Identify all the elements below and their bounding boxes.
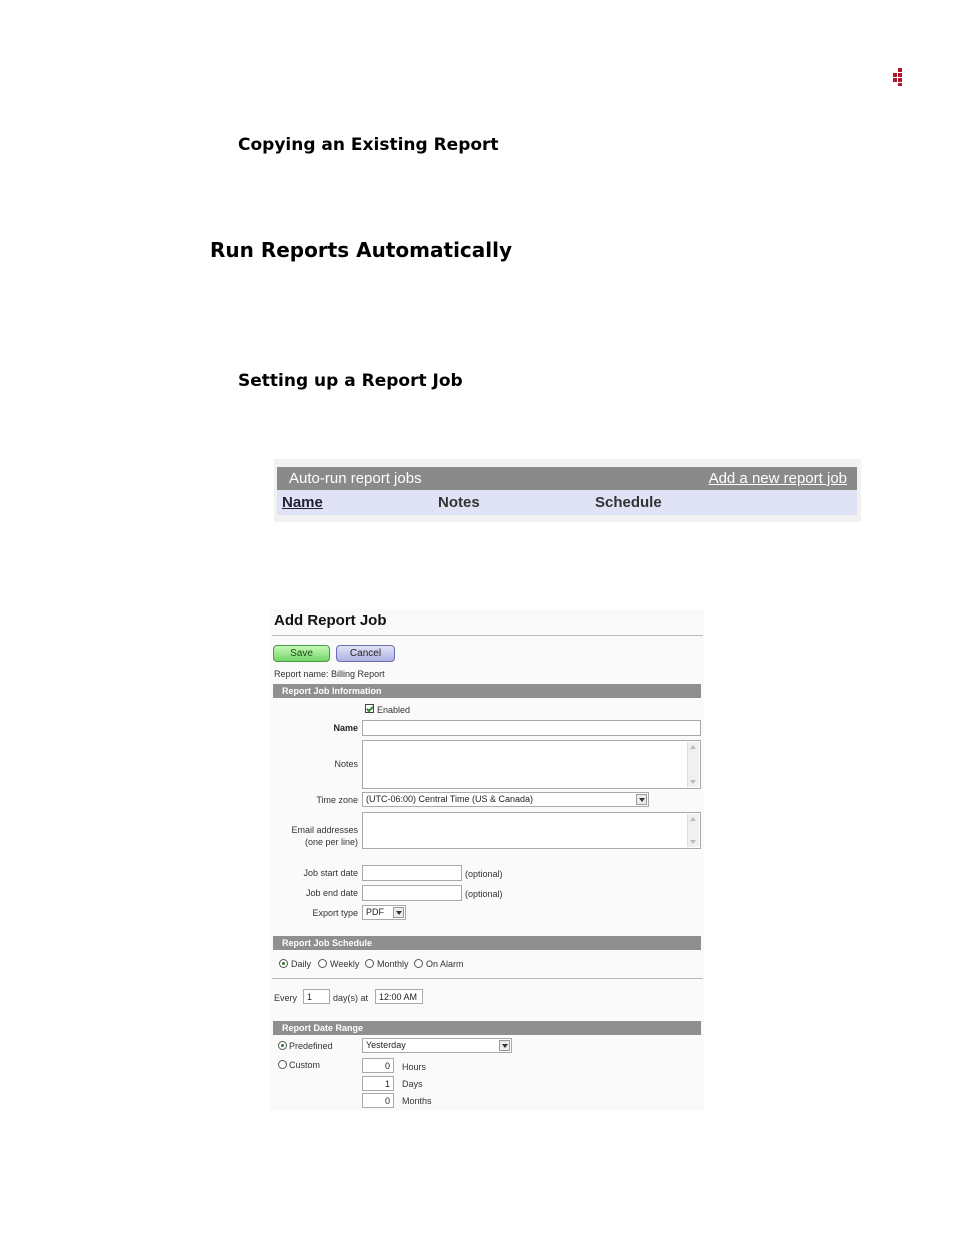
save-button[interactable]: Save	[273, 645, 330, 662]
every-label: Every	[274, 993, 298, 1003]
heading-setting-up-job: Setting up a Report Job	[238, 371, 463, 391]
report-name-value: Billing Report	[331, 669, 385, 679]
autorun-title: Auto-run report jobs	[289, 470, 422, 487]
months-label: Months	[402, 1096, 432, 1106]
months-input[interactable]	[362, 1093, 394, 1108]
hours-label: Hours	[402, 1062, 427, 1072]
email-textarea[interactable]	[362, 812, 701, 849]
start-date-label: Job start date	[303, 868, 358, 878]
column-header-notes: Notes	[438, 494, 480, 511]
start-date-optional: (optional)	[465, 869, 503, 879]
section-report-job-information	[273, 684, 701, 698]
time-input[interactable]	[375, 989, 423, 1004]
cancel-button[interactable]: Cancel	[336, 645, 395, 662]
radio-daily[interactable]	[279, 959, 288, 968]
chevron-down-icon	[393, 907, 404, 918]
radio-custom[interactable]	[278, 1060, 287, 1069]
section-report-date-range	[273, 1021, 701, 1035]
divider	[272, 978, 703, 979]
divider	[272, 635, 703, 636]
every-days-input[interactable]	[303, 989, 330, 1004]
start-date-input[interactable]	[362, 865, 462, 881]
radio-weekly[interactable]	[318, 959, 327, 968]
email-sublabel: (one per line)	[304, 837, 358, 847]
end-date-label: Job end date	[305, 888, 358, 898]
timezone-value: (UTC-06:00) Central Time (US & Canada)	[366, 794, 534, 804]
autorun-column-headers	[277, 490, 857, 515]
chevron-down-icon	[499, 1040, 510, 1051]
timezone-select[interactable]	[362, 792, 649, 807]
add-report-job-form	[270, 609, 704, 1111]
days-label: Days	[402, 1079, 423, 1089]
autorun-jobs-panel	[274, 459, 861, 522]
heading-run-reports: Run Reports Automatically	[210, 238, 513, 262]
notes-textarea[interactable]	[362, 740, 701, 789]
section-info-label: Report Job Information	[282, 686, 382, 696]
hours-input[interactable]	[362, 1058, 394, 1073]
radio-weekly-label: Weekly	[330, 959, 360, 969]
notes-scrollbar[interactable]	[687, 742, 699, 787]
export-type-value: PDF	[366, 907, 384, 917]
radio-custom-label: Custom	[289, 1060, 321, 1070]
days-at-label: day(s) at	[333, 993, 369, 1003]
name-label: Name	[333, 723, 358, 733]
radio-on-alarm[interactable]	[414, 959, 423, 968]
timezone-label: Time zone	[316, 795, 358, 805]
enabled-checkbox[interactable]	[365, 704, 374, 713]
form-title: Add Report Job	[274, 612, 387, 629]
report-name-line	[274, 669, 385, 679]
section-range-label: Report Date Range	[282, 1023, 364, 1033]
radio-monthly[interactable]	[365, 959, 374, 968]
predefined-range-select[interactable]	[362, 1038, 512, 1053]
radio-daily-label: Daily	[291, 959, 312, 969]
heading-copying-report: Copying an Existing Report	[238, 135, 499, 155]
end-date-optional: (optional)	[465, 889, 503, 899]
end-date-input[interactable]	[362, 885, 462, 901]
radio-predefined-label: Predefined	[289, 1041, 333, 1051]
notes-label: Notes	[334, 759, 358, 769]
email-scrollbar[interactable]	[687, 814, 699, 847]
days-input[interactable]	[362, 1076, 394, 1091]
column-header-name[interactable]: Name	[282, 494, 323, 511]
section-report-job-schedule	[273, 936, 701, 950]
autorun-header	[277, 467, 857, 490]
grid-dots-logo-icon	[893, 68, 907, 86]
export-type-select[interactable]	[362, 905, 406, 920]
predefined-range-value: Yesterday	[366, 1040, 406, 1050]
radio-monthly-label: Monthly	[377, 959, 409, 969]
name-input[interactable]	[362, 720, 701, 736]
chevron-down-icon	[636, 794, 647, 805]
report-name-label: Report name:	[274, 669, 329, 679]
email-label: Email addresses	[291, 825, 358, 835]
section-schedule-label: Report Job Schedule	[282, 938, 373, 948]
column-header-schedule: Schedule	[595, 494, 662, 511]
export-type-label: Export type	[312, 908, 358, 918]
radio-on-alarm-label: On Alarm	[426, 959, 464, 969]
add-new-report-job-link[interactable]: Add a new report job	[708, 470, 847, 487]
enabled-label: Enabled	[377, 705, 411, 715]
radio-predefined[interactable]	[278, 1041, 287, 1050]
